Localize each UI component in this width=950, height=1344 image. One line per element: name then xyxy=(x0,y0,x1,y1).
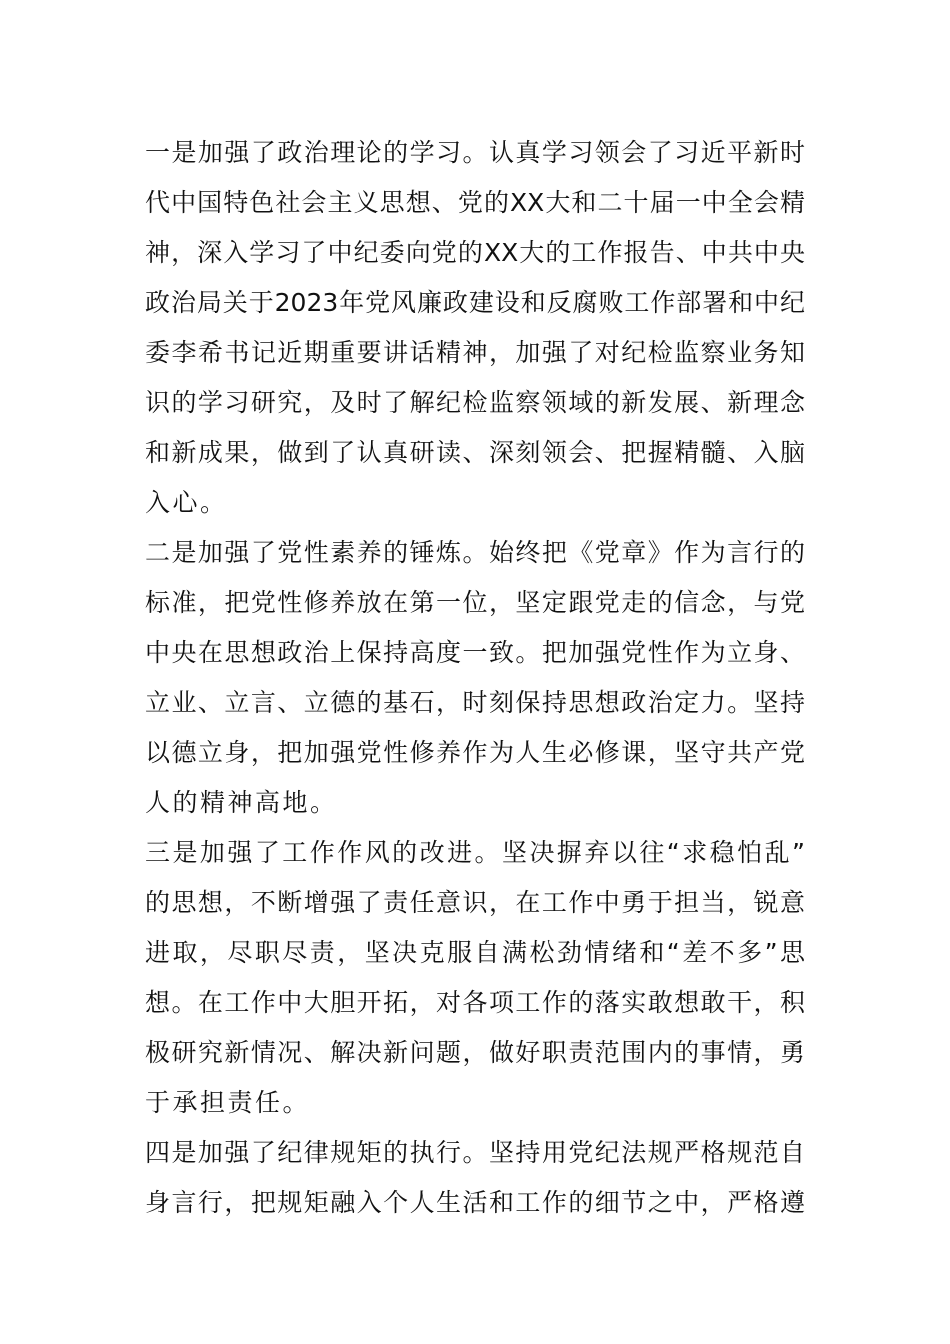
text-line: 委李希书记近期重要讲话精神，加强了对纪检监察业务知 xyxy=(145,338,805,367)
text-line: 想。在工作中大胆开拓，对各项工作的落实敢想敢干，积 xyxy=(145,988,805,1017)
text-line: 的思想，不断增强了责任意识，在工作中勇于担当，锐意 xyxy=(145,888,805,917)
text-line: 代中国特色社会主义思想、党的XX大和二十届一中全会精 xyxy=(145,188,805,217)
text-line: 二是加强了党性素养的锤炼。始终把《党章》作为言行的 xyxy=(145,538,805,567)
text-line: 识的学习研究，及时了解纪检监察领域的新发展、新理念 xyxy=(145,388,805,417)
text-line: 极研究新情况、解决新问题，做好职责范围内的事情，勇 xyxy=(145,1038,805,1067)
text-line: 四是加强了纪律规矩的执行。坚持用党纪法规严格规范自 xyxy=(145,1138,805,1167)
text-line: 标准，把党性修养放在第一位，坚定跟党走的信念，与党 xyxy=(145,588,805,617)
text-line: 一是加强了政治理论的学习。认真学习领会了习近平新时 xyxy=(145,138,805,167)
paragraph xyxy=(145,828,805,1128)
text-line: 政治局关于2023年党风廉政建设和反腐败工作部署和中纪 xyxy=(145,288,805,317)
text-line: 以德立身，把加强党性修养作为人生必修课，坚守共产党 xyxy=(145,738,805,767)
text-line: 立业、立言、立德的基石，时刻保持思想政治定力。坚持 xyxy=(145,688,805,717)
paragraph xyxy=(145,128,805,528)
text-line: 身言行，把规矩融入个人生活和工作的细节之中，严格遵 xyxy=(145,1188,805,1217)
document-body xyxy=(145,128,805,1228)
text-line: 入心。 xyxy=(145,488,228,517)
text-line: 人的精神高地。 xyxy=(145,788,338,817)
text-line: 三是加强了工作作风的改进。坚决摒弃以往“求稳怕乱” xyxy=(145,838,805,867)
paragraph xyxy=(145,1128,805,1228)
text-line: 和新成果，做到了认真研读、深刻领会、把握精髓、入脑 xyxy=(145,438,805,467)
text-line: 于承担责任。 xyxy=(145,1088,311,1117)
paragraph xyxy=(145,528,805,828)
text-line: 进取，尽职尽责，坚决克服自满松劲情绪和“差不多”思 xyxy=(145,938,805,967)
text-line: 神，深入学习了中纪委向党的XX大的工作报告、中共中央 xyxy=(145,238,805,267)
text-line: 中央在思想政治上保持高度一致。把加强党性作为立身、 xyxy=(145,638,805,667)
